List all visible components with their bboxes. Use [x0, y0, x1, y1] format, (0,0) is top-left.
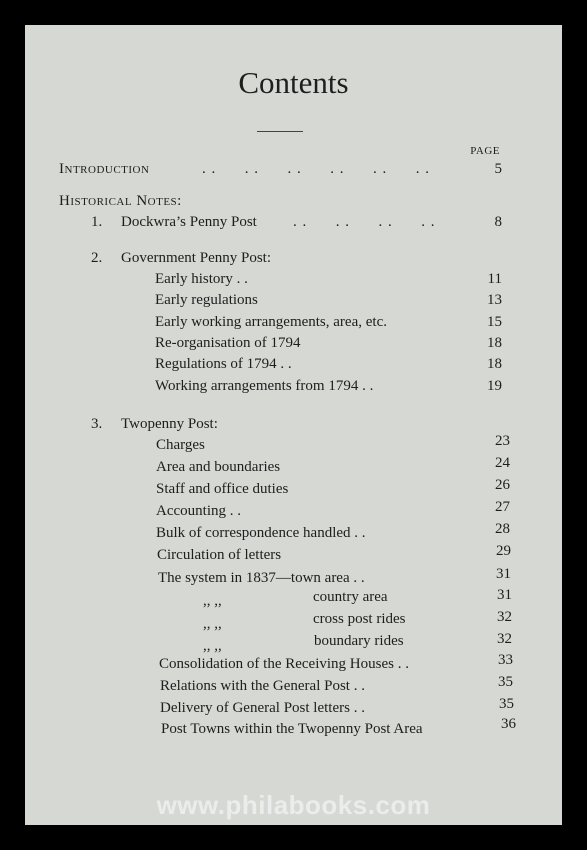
toc-entry-system-1837-town: The system in 1837—town area . .	[158, 570, 365, 586]
toc-page: 31	[496, 566, 511, 582]
toc-entry-reorganisation-1794: Re-organisation of 1794	[155, 335, 301, 351]
toc-page: 36	[501, 716, 516, 732]
toc-page: 11	[487, 271, 502, 287]
toc-entry-boundary-rides: boundary rides	[314, 633, 404, 649]
toc-page: 32	[497, 631, 512, 647]
toc-page: 35	[498, 674, 513, 690]
section-1-page: 8	[494, 214, 502, 230]
toc-entry-cross-post-rides: cross post rides	[313, 611, 406, 627]
toc-entry-circulation-letters: Circulation of letters	[157, 547, 282, 563]
toc-entry-early-history: Early history . .	[155, 271, 248, 287]
toc-entry-consolidation-receiving-houses: Consolidation of the Receiving Houses . .	[159, 656, 409, 672]
toc-page: 33	[498, 652, 513, 668]
toc-page: 27	[495, 499, 510, 515]
toc-page: 28	[495, 521, 510, 537]
toc-page: 18	[487, 356, 502, 372]
toc-entry-area-boundaries: Area and boundaries	[156, 459, 281, 475]
introduction-page: 5	[494, 161, 502, 177]
toc-page: 18	[487, 335, 502, 351]
leader-dots: . . . . . . . . . . . .	[202, 161, 430, 177]
watermark-text: www.philabooks.com	[156, 790, 431, 820]
page-column-label: PAGE	[470, 145, 500, 157]
toc-page: 29	[496, 543, 511, 559]
toc-page: 24	[495, 455, 510, 471]
toc-entry-early-regulations: Early regulations	[155, 292, 258, 308]
ditto-marks: ,, ,,	[203, 616, 222, 632]
section-1-number: 1.	[91, 214, 103, 230]
toc-entry-working-arrangements-1794: Working arrangements from 1794 . .	[155, 378, 374, 394]
toc-page: 35	[499, 696, 514, 712]
toc-entry-early-working-arrangements: Early working arrangements, area, etc.	[155, 314, 387, 330]
section-2-label: Government Penny Post:	[121, 250, 271, 266]
toc-entry-delivery-general-post: Delivery of General Post letters . .	[160, 700, 365, 716]
toc-page: 26	[495, 477, 510, 493]
section-1-label: Dockwra’s Penny Post	[121, 214, 257, 230]
toc-page: 13	[487, 292, 502, 308]
toc-entry-staff-office-duties: Staff and office duties	[156, 481, 289, 497]
historical-notes-heading: Historical Notes:	[59, 193, 182, 209]
toc-page: 23	[495, 433, 510, 449]
section-3-number: 3.	[91, 416, 103, 432]
toc-entry-regulations-1794: Regulations of 1794 . .	[155, 356, 292, 372]
introduction-label: Introduction	[59, 161, 150, 177]
title-rule	[257, 131, 303, 132]
toc-page: 19	[487, 378, 502, 394]
ditto-marks: ,, ,,	[203, 593, 222, 609]
toc-page: 31	[497, 587, 512, 603]
book-page	[25, 25, 562, 825]
toc-page: 15	[487, 314, 502, 330]
toc-entry-accounting: Accounting . .	[156, 503, 241, 519]
toc-page: 32	[497, 609, 512, 625]
toc-entry-bulk-correspondence: Bulk of correspondence handled . .	[156, 525, 366, 541]
toc-entry-country-area: country area	[313, 589, 388, 605]
leader-dots: . . . . . . . .	[293, 214, 436, 230]
toc-entry-charges: Charges	[156, 437, 205, 453]
section-2-number: 2.	[91, 250, 103, 266]
section-3-label: Twopenny Post:	[121, 416, 218, 432]
page-title: Contents	[238, 65, 349, 100]
toc-entry-relations-general-post: Relations with the General Post . .	[160, 678, 365, 694]
toc-entry-post-towns: Post Towns within the Twopenny Post Area	[161, 721, 423, 737]
ditto-marks: ,, ,,	[203, 638, 222, 654]
